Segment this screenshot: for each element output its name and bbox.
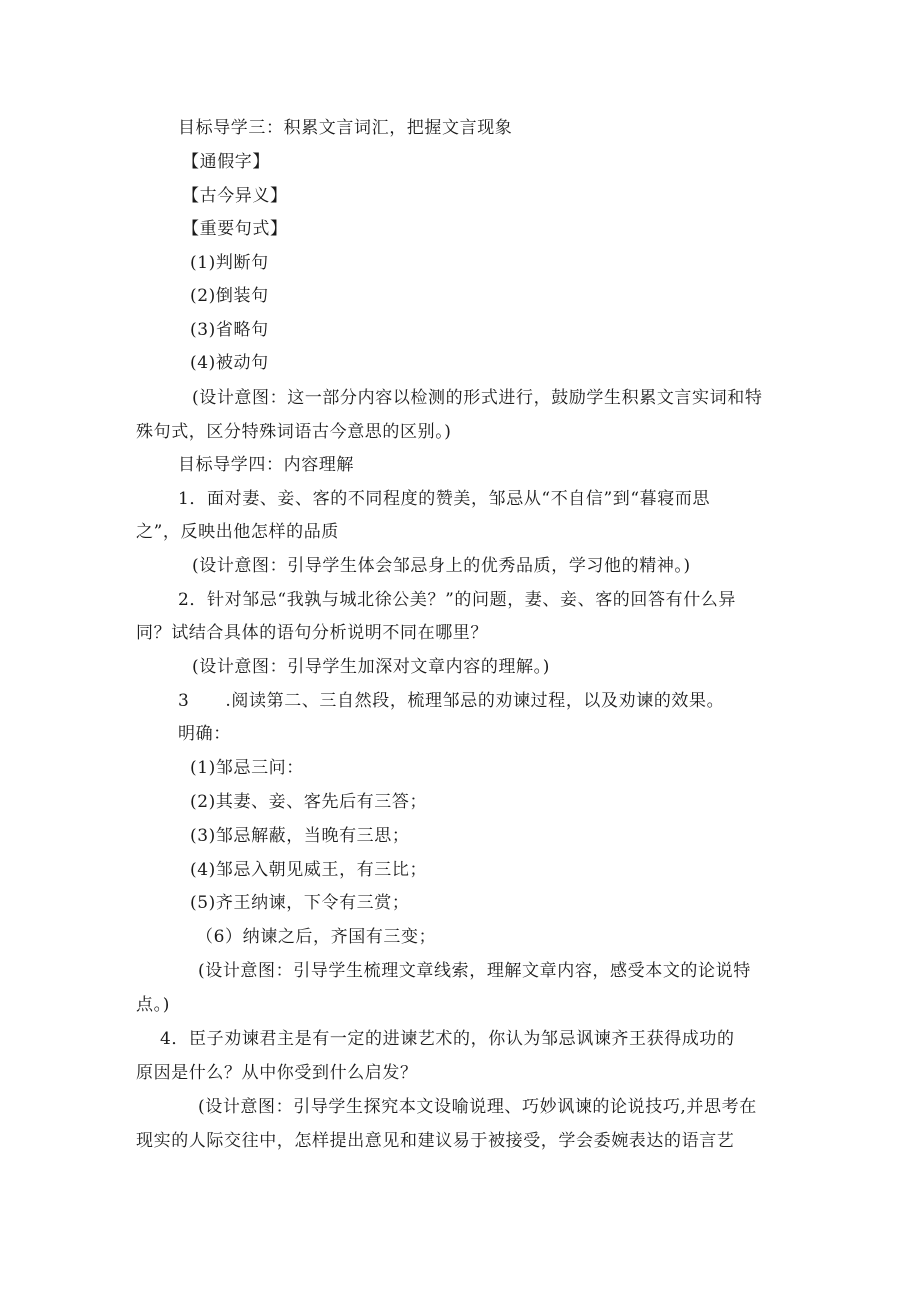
design-intent-note-cont: 现实的人际交往中，怎样提出意见和建议易于被接受，学会委婉表达的语言艺 (136, 1131, 735, 1151)
question-2-cont: 同？试结合具体的语句分析说明不同在哪里？ (136, 623, 488, 643)
list-item: (1)邹忌三问： (190, 758, 304, 778)
question-2: 2．针对邹忌“我孰与城北徐公美？”的问题，妻、妾、客的回答有什么异 (178, 590, 736, 610)
list-item: (2)倒装句 (190, 286, 269, 306)
subheading-gujinyiyi: 【古今异义】 (182, 186, 288, 206)
list-item: (4)被动句 (190, 353, 269, 373)
design-intent-note: (设计意图：引导学生探究本文设喻说理、巧妙讽谏的论说技巧,并思考在 (198, 1097, 757, 1117)
subheading-tongjiazi: 【通假字】 (182, 152, 270, 172)
list-item: （6）纳谏之后，齐国有三变； (196, 927, 437, 947)
list-item: (5)齐王纳谏，下令有三赏； (190, 893, 410, 913)
design-intent-note-cont: 点。) (136, 995, 170, 1015)
list-item: (3)邹忌解蔽，当晚有三思； (190, 826, 410, 846)
section-heading-3: 目标导学三：积累文言词汇，把握文言现象 (178, 118, 513, 138)
list-item: (1)判断句 (190, 253, 269, 273)
design-intent-note: (设计意图：引导学生梳理文章线索，理解文章内容，感受本文的论说特 (198, 961, 751, 981)
design-intent-note-cont: 殊句式，区分特殊词语古今意思的区别。) (136, 422, 452, 442)
subheading-zhongyaojushi: 【重要句式】 (182, 219, 288, 239)
question-3 (178, 689, 724, 713)
question-4-cont: 原因是什么？从中你受到什么启发？ (136, 1063, 418, 1083)
list-item: (2)其妻、妾、客先后有三答； (190, 792, 428, 812)
design-intent-note: (设计意图：引导学生体会邹忌身上的优秀品质，学习他的精神。) (192, 556, 691, 576)
design-intent-note: (设计意图：引导学生加深对文章内容的理解。) (192, 657, 550, 677)
list-item: (4)邹忌入朝见威王，有三比； (190, 860, 428, 880)
question-1: 1．面对妻、妾、客的不同程度的赞美，邹忌从“不自信”到“暮寝而思 (178, 489, 711, 509)
question-3-number: 3 (178, 691, 190, 711)
section-heading-4: 目标导学四：内容理解 (178, 455, 354, 475)
question-4: 4．臣子劝谏君主是有一定的进谏艺术的，你认为邹忌讽谏齐王获得成功的 (160, 1029, 735, 1049)
question-3-text: .阅读第二、三自然段，梳理邹忌的劝谏过程，以及劝谏的效果。 (225, 691, 725, 711)
design-intent-note: (设计意图：这一部分内容以检测的形式进行，鼓励学生积累文言实词和特 (192, 388, 763, 408)
question-1-cont: 之”，反映出他怎样的品质 (136, 522, 339, 542)
answer-label: 明确： (178, 724, 231, 744)
list-item: (3)省略句 (190, 320, 269, 340)
